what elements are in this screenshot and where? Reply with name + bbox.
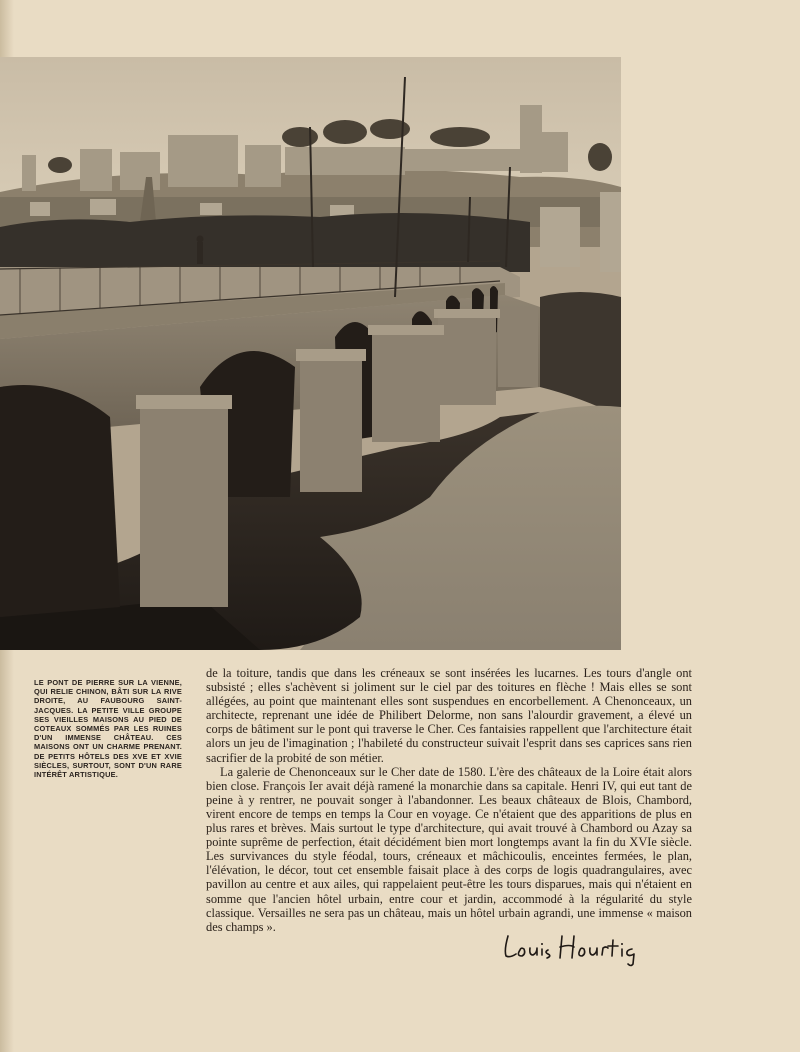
photo-caption: LE PONT DE PIERRE SUR LA VIENNE, QUI RELIE CHINON, BÂTI SUR LA RIVE DROITE, AU FAUBOURG SAINT-JACQUES. LA PETITE VILLE GROUPE SES VIEILLES MAISONS AU PIED DE COTEAUX SOMMÉS PAR LES RUINES D'UN IMMENSE CHÂTEAU. CES MAISONS ONT UN CHARME PRENANT. DE PETITS HÔTELS DES XVE ET XVIE SIÈCLES, SURTOUT, SONT D'UN RARE INTÉRÊT ARTISTIQUE.: [34, 678, 182, 780]
bridge-photograph: [0, 57, 621, 650]
article-paragraph: La galerie de Chenonceaux sur le Cher date de 1580. L'ère des châteaux de la Loire était alors bien close. François Ier avait déjà ramené la monarchie dans sa capitale. Henri IV, qui eut tant de peine à y rentrer, ne pouvait songer à l'abandonner. Les beaux châteaux de Blois, Chambord, virent encore de temps en temps la Cour en voyage. Ce n'étaient que des apparitions de plus en plus rares et brèves. Mais surtout le type d'architecture, qui avait trouvé à Chambord ou Azay sa pointe suprême de perfection, était décidément bien mort longtemps avant la fin du XVIe siècle. Les survivances du style féodal, tours, créneaux et mâchicoulis, enceintes fermées, le plan, l'élévation, le décor, tout cet ensemble faisait place à des corps de logis quadrangulaires, avec pavillon au centre et aux ailes, qui rappelaient peut-être les tours disparues, mais qui n'étaient en somme que l'ancien hôtel urbain, entre cour et jardin, accommodé à la régularité du style classique. Versailles ne sera pas un château, mais un hôtel urbain agrandi, une immense « maison des champs ».: [206, 764, 692, 934]
handwritten-signature: [500, 928, 650, 968]
author-signature: [500, 928, 650, 968]
article-paragraph: de la toiture, tandis que dans les créneaux se sont insérées les lucarnes. Les tours d'angle ont subsisté ; elles s'achèvent si joliment sur le ciel par des toitures en flèche ! Mais elles se sont allégées, au point que maintenant elles sont suspendues en encorbellement. A Chenonceaux, un architecte, reprenant une idée de Philibert Delorme, non sans l'alourdir gravement, a élevé un corps de bâtiment sur le pont qui traverse le Cher. Ces fantaisies rappellent que l'architecture était alors un jeu de l'imagination ; l'habileté du constructeur suivait l'esprit dans ses caprices sans rien sacrifier de la probité de son métier.: [206, 666, 692, 765]
article-body: [206, 666, 692, 934]
